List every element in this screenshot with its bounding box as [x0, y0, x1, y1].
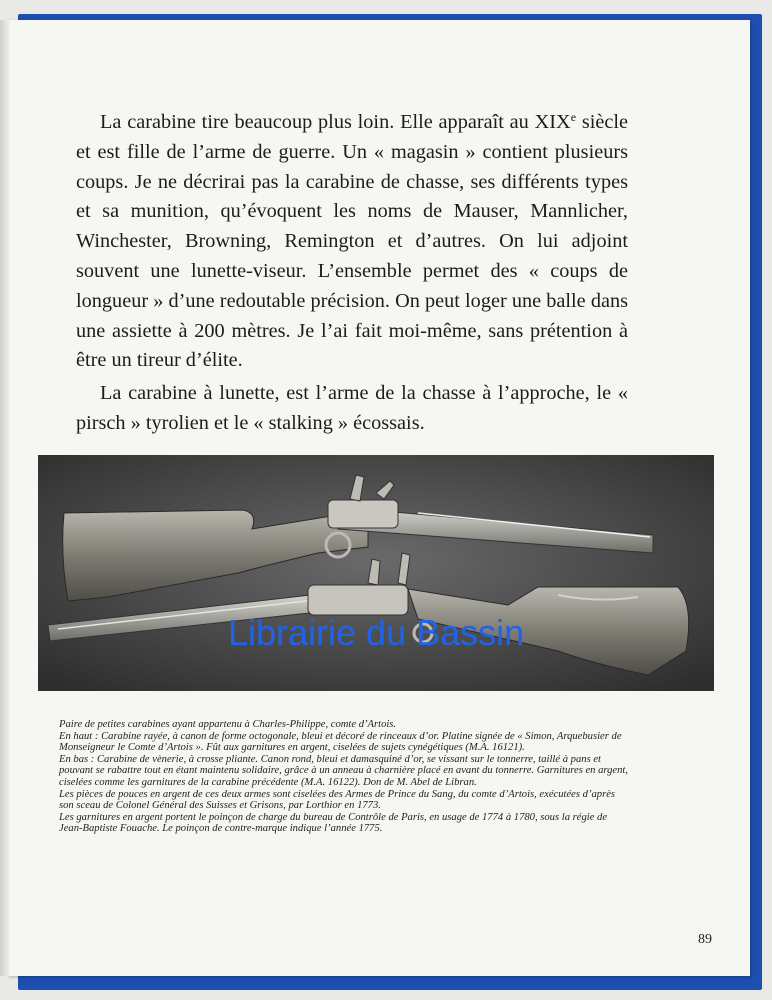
caption-line-3: En bas : Carabine de vènerie, à crosse pliante. Canon rond, bleui et damasquiné d’or, se vissant sur le tonnerre, taillé à pans et pouvant se rabattre tout en étant maintenu solidaire, grâce à un anneau à charnière placé en avant du tonnerre. Garnitures en argent, ciselées comme les garnitures de la carabine précédente (M.A. 16122). Don de M. Abel de Libran. [59, 753, 629, 788]
superscript: e [570, 110, 577, 124]
rifles-illustration [38, 455, 714, 691]
caption-line-4: Les pièces de pouces en argent de ces deux armes sont ciselées des Armes de Prince du Sang, du comte d’Artois, exécutées d’après son sceau de Colonel Général des Suisses et Grisons, par Lorthior en 1773. [59, 788, 616, 812]
caption-line-1: Paire de petites carabines ayant appartenu à Charles-Philippe, comte d’Artois. [59, 719, 397, 730]
photo-caption [59, 719, 629, 835]
page-number: 89 [698, 932, 712, 947]
caption-line-2: En haut : Carabine rayée, à canon de forme octogonale, bleui et décoré de rinceaux d’or. Platine signée de « Simon, Arquebusier de Monseigneur le Comte d’Artois ». Fût aux garnitures en argent, ciselées de sujets cynégétiques (M.A. 16121). [59, 730, 622, 754]
paragraph-2: La carabine à lunette, est l’arme de la chasse à l’approche, le « pirsch » tyrolien et le « stalking » écossais. [76, 382, 628, 434]
page-edge [0, 20, 10, 976]
rifles-photo [38, 455, 714, 691]
watermark: Librairie du Bassin [228, 612, 525, 653]
paragraph-1: La carabine tire beaucoup plus loin. Elle apparaît au XIXe siècle et est fille de l’arme de guerre. Un « magasin » contient plusieurs coups. Je ne décrirai pas la carabine de chasse, ses différents types et sa munition, qu’évoquent les noms de Mauser, Mannlicher, Winchester, Browning, Remington et d’autres. On lui adjoint souvent une lunette-viseur. L’ensemble permet des « coups de longueur » d’une redoutable précision. On peut loger une balle dans une assiette à 200 mètres. Je l’ai fait moi-même, sans prétention à être un tireur d’élite. [76, 110, 628, 372]
caption-line-5: Les garnitures en argent portent le poinçon de charge du bureau de Contrôle de Paris, en usage de 1774 à 1780, sous la régie de Jean-Baptiste Fouache. Le poinçon de contre-marque indique l’année 1775. [59, 811, 608, 835]
body-text [76, 108, 628, 439]
